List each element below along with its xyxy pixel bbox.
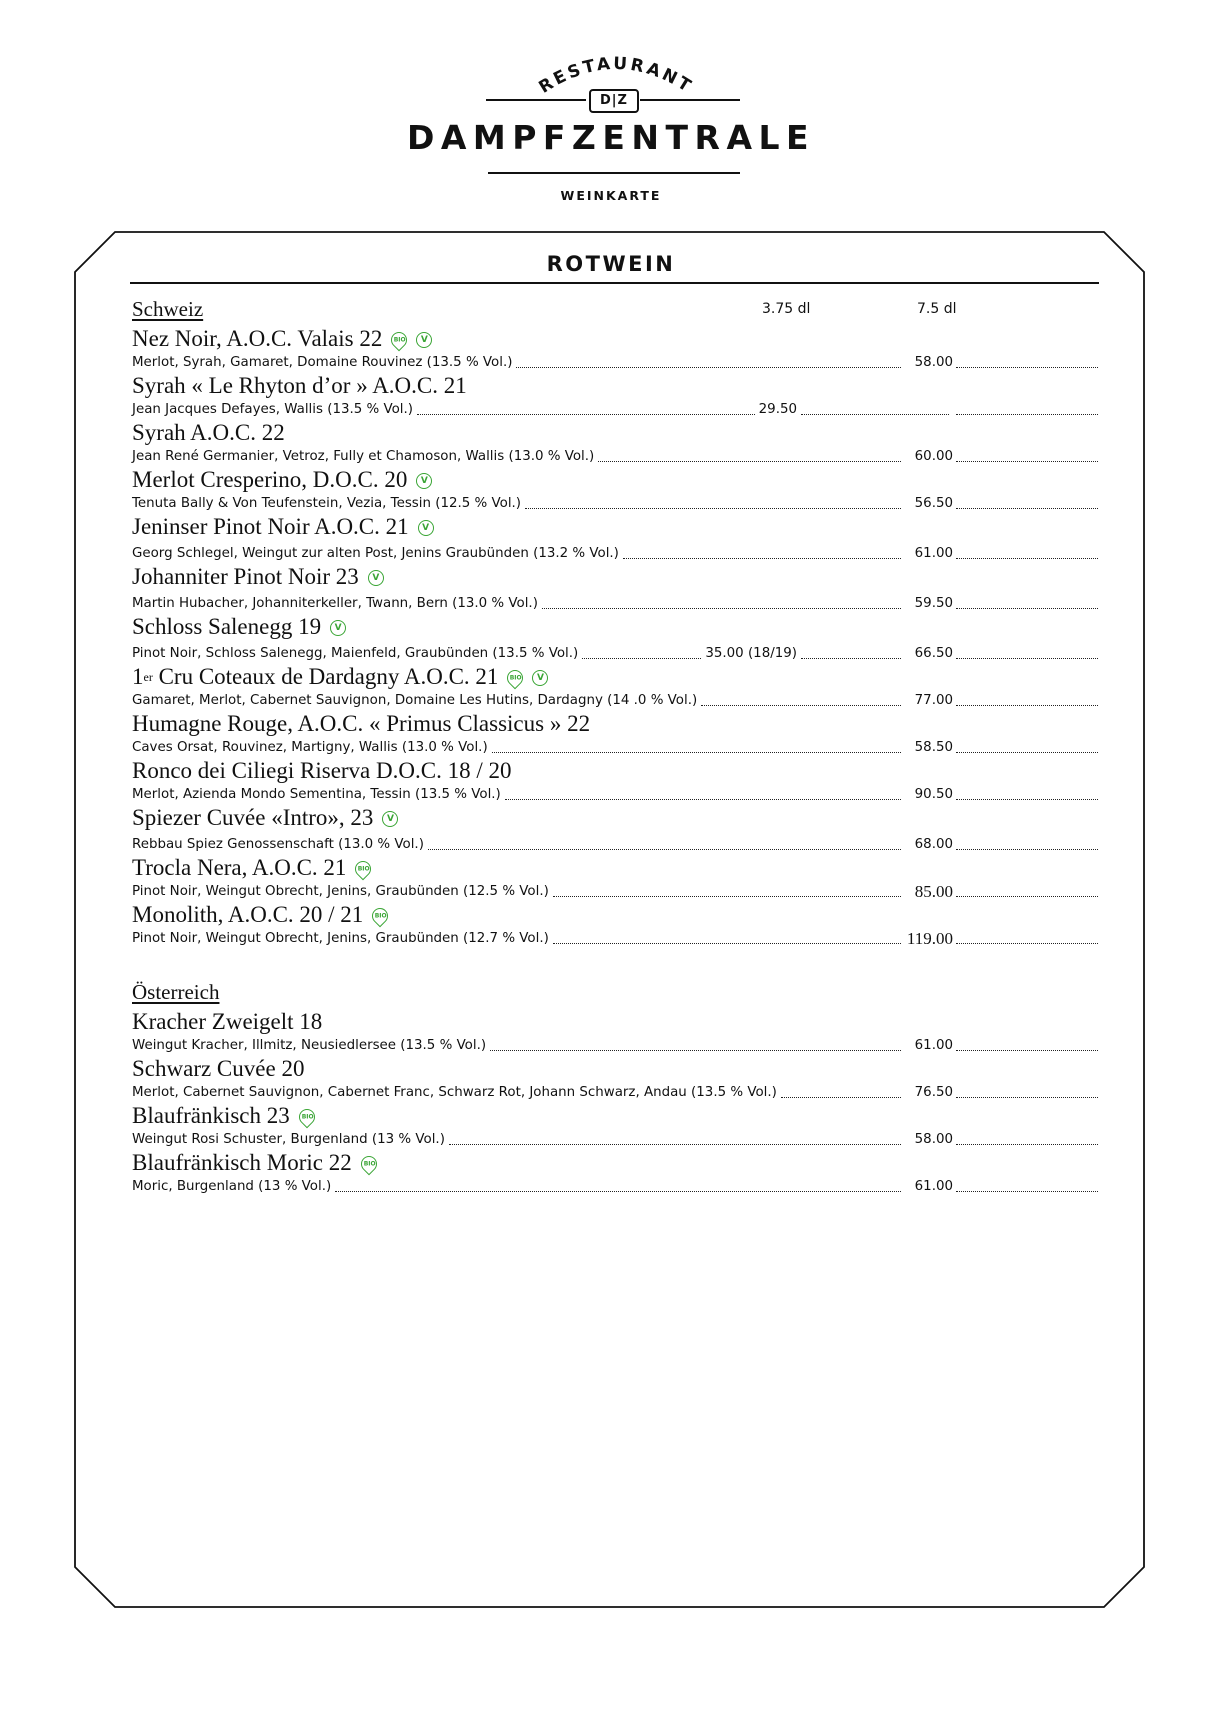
bio-label: BIO [363,1160,376,1168]
column-head-large: 7.5 dl [917,301,957,317]
wine-name [132,324,1098,354]
region-name: Österreich [132,980,220,1004]
wine-name [132,1101,1098,1131]
wine-description: Moric, Burgenland (13 % Vol.) [132,1179,332,1194]
wine-name [132,1148,1098,1178]
dot-leader [801,658,901,659]
dot-leader [598,461,901,462]
price-large: 58.00 [914,355,953,370]
price-large: 61.00 [914,546,953,561]
wine-detail-line [132,930,1098,947]
wine-detail-line [132,1084,1098,1101]
wine-item [132,1148,1098,1195]
wine-item [132,465,1098,512]
wine-name-text: Syrah A.O.C. 22 [132,420,285,445]
section-title: ROTWEIN [546,252,676,276]
wine-name [132,853,1098,883]
wine-item [132,900,1098,947]
wine-description: Pinot Noir, Schloss Salenegg, Maienfeld, Graubünden (13.5 % Vol.) [132,646,579,661]
vegan-icon: V [330,620,346,636]
wine-name-text: Humagne Rouge, A.O.C. « Primus Classicus » 22 [132,711,591,736]
bio-leaf-icon [295,1106,318,1129]
region-heading [132,977,1098,1007]
wine-description: Jean René Germanier, Vetroz, Fully et Chamoson, Wallis (13.0 % Vol.) [132,449,595,464]
price-large: 76.50 [914,1085,953,1100]
wine-name-text: Ronco dei Ciliegi Riserva D.O.C. 18 / 20 [132,758,512,783]
wine-detail-line [132,739,1098,756]
bio-label: BIO [394,336,407,344]
wine-detail-line [132,645,1098,662]
wine-name [132,465,1098,495]
dot-leader-tail [956,558,1098,559]
price-large: 61.00 [914,1038,953,1053]
price-large: 66.50 [914,646,953,661]
dot-leader-tail [956,1097,1098,1098]
price-large: 58.50 [914,740,953,755]
wine-detail-line [132,692,1098,709]
dot-leader [623,558,901,559]
wine-list [132,294,1098,1195]
wine-name-text: Blaufränkisch 23 [132,1103,290,1128]
vegan-icon: V [416,332,432,348]
dot-leader [428,849,901,850]
dot-leader [801,414,949,415]
wine-name [132,662,1098,692]
wine-name [132,562,1098,592]
subtitle: WEINKARTE [560,188,662,203]
wine-item [132,1101,1098,1148]
wine-item [132,324,1098,371]
wine-detail-line [132,595,1098,612]
wine-description: Rebbau Spiez Genossenschaft (13.0 % Vol.) [132,837,424,852]
vegan-icon: V [532,670,548,686]
wine-name-superscript: er [143,670,153,684]
dot-leader [582,658,701,659]
wine-item [132,418,1098,465]
wine-item [132,756,1098,803]
bio-label: BIO [375,912,387,920]
wine-description: Martin Hubacher, Johanniterkeller, Twann, Bern (13.0 % Vol.) [132,596,538,611]
wine-item [132,803,1098,853]
price-small: 29.50 [758,402,797,417]
price-small: 35.00 (18/19) [705,646,797,661]
wine-name-text: Cru Coteaux de Dardagny A.O.C. 21 [152,664,499,689]
dot-leader-tail [956,705,1098,706]
wine-name [132,612,1098,642]
wine-name [132,512,1098,542]
vegan-icon: V [382,811,398,827]
bio-label: BIO [358,865,371,873]
price-large: 77.00 [914,693,953,708]
wine-name [132,1007,1098,1037]
wine-description: Weingut Kracher, Illmitz, Neusiedlersee (13.5 % Vol.) [132,1038,487,1053]
restaurant-logo [0,0,1222,210]
wine-name [132,371,1098,401]
bio-leaf-icon [369,905,392,928]
dot-leader [516,367,901,368]
wine-description: Merlot, Azienda Mondo Sementina, Tessin (13.5 % Vol.) [132,787,501,802]
dot-leader-tail [956,367,1098,368]
wine-description: Pinot Noir, Weingut Obrecht, Jenins, Graubünden (12.5 % Vol.) [132,884,549,899]
dot-leader [505,799,901,800]
wine-detail-line [132,545,1098,562]
dot-leader-tail [956,658,1098,659]
wine-item [132,709,1098,756]
dot-leader-tail [956,461,1098,462]
wine-detail-line [132,354,1098,371]
section-title-rule [130,282,1099,284]
wine-item [132,1054,1098,1101]
wine-name-text: Johanniter Pinot Noir 23 [132,564,359,589]
wine-name-text: Monolith, A.O.C. 20 / 21 [132,902,364,927]
wine-name-text: Schwarz Cuvée 20 [132,1056,305,1081]
dot-leader-tail [956,896,1098,897]
wine-name [132,418,1098,448]
price-large: 61.00 [914,1179,953,1194]
dot-leader [335,1191,901,1192]
vegan-icon: V [416,473,432,489]
monogram-line-right [640,99,740,101]
column-head-small: 3.75 dl [762,301,811,317]
wine-detail-line [132,836,1098,853]
wine-description: Pinot Noir, Weingut Obrecht, Jenins, Graubünden (12.7 % Vol.) [132,931,549,946]
bio-leaf-icon [388,329,411,352]
wine-detail-line [132,1037,1098,1054]
wine-name-text: Syrah « Le Rhyton d’or » A.O.C. 21 [132,373,467,398]
wine-detail-line [132,448,1098,465]
wine-item [132,662,1098,709]
wine-name-text: Trocla Nera, A.O.C. 21 [132,855,347,880]
dot-leader [553,943,901,944]
wine-item [132,612,1098,662]
price-large: 85.00 [914,882,953,901]
wine-name-text: Nez Noir, A.O.C. Valais 22 [132,326,383,351]
dot-leader [417,414,755,415]
dot-leader-tail [956,608,1098,609]
wine-detail-line [132,401,1098,418]
dot-leader-tail [956,943,1098,944]
wine-name-text: Jeninser Pinot Noir A.O.C. 21 [132,514,409,539]
dot-leader [781,1097,901,1098]
dot-leader-tail [956,849,1098,850]
wine-name [132,1054,1098,1084]
dot-leader-tail [956,508,1098,509]
wine-name-text: Schloss Salenegg 19 [132,614,322,639]
wine-name-text: Spiezer Cuvée «Intro», 23 [132,805,374,830]
wine-name-text: Kracher Zweigelt 18 [132,1009,323,1034]
brand-name: DAMPFZENTRALE [406,118,816,157]
wine-item [132,853,1098,900]
brand-rule [488,172,740,174]
wine-description: Tenuta Bally & Von Teufenstein, Vezia, Tessin (12.5 % Vol.) [132,496,522,511]
region-heading [132,294,1098,324]
monogram: D|Z [589,89,639,113]
monogram-line-left [486,99,586,101]
bio-leaf-icon [357,1153,380,1176]
wine-description: Gamaret, Merlot, Cabernet Sauvignon, Domaine Les Hutins, Dardagny (14 .0 % Vol.) [132,693,698,708]
dot-leader [525,508,901,509]
wine-name-text: Blaufränkisch Moric 22 [132,1150,352,1175]
dot-leader [490,1050,901,1051]
arc-text: RESTAURANT [535,53,697,98]
wine-description: Weingut Rosi Schuster, Burgenland (13 % Vol.) [132,1132,445,1147]
dot-leader-tail [956,414,1098,415]
price-large: 90.50 [914,787,953,802]
wine-name [132,709,1098,739]
price-large: 68.00 [914,837,953,852]
dot-leader-tail [956,1050,1098,1051]
wine-description: Merlot, Syrah, Gamaret, Domaine Rouvinez (13.5 % Vol.) [132,355,513,370]
vegan-icon: V [418,520,434,536]
price-large: 58.00 [914,1132,953,1147]
dot-leader [449,1144,901,1145]
bio-leaf-icon [352,858,375,881]
region-name: Schweiz [132,297,204,321]
price-large: 59.50 [914,596,953,611]
bio-leaf-icon [504,667,527,690]
wine-detail-line [132,1131,1098,1148]
wine-item [132,562,1098,612]
price-large: 56.50 [914,496,953,511]
dot-leader [542,608,901,609]
wine-description: Georg Schlegel, Weingut zur alten Post, Jenins Graubünden (13.2 % Vol.) [132,546,619,561]
wine-item [132,371,1098,418]
wine-item [132,512,1098,562]
wine-description: Caves Orsat, Rouvinez, Martigny, Wallis (13.0 % Vol.) [132,740,488,755]
wine-name-text: Merlot Cresperino, D.O.C. 20 [132,467,408,492]
price-large: 60.00 [914,449,953,464]
dot-leader [553,896,901,897]
wine-name [132,900,1098,930]
wine-item [132,1007,1098,1054]
dot-leader-tail [956,1144,1098,1145]
dot-leader-tail [956,1191,1098,1192]
wine-detail-line [132,1178,1098,1195]
wine-detail-line [132,495,1098,512]
wine-name [132,803,1098,833]
wine-detail-line [132,786,1098,803]
dot-leader [701,705,901,706]
wine-description: Jean Jacques Defayes, Wallis (13.5 % Vol.) [132,402,414,417]
bio-label: BIO [301,1113,314,1121]
vegan-icon: V [368,570,384,586]
wine-name [132,756,1098,786]
dot-leader-tail [956,799,1098,800]
dot-leader-tail [956,752,1098,753]
bio-label: BIO [510,674,523,682]
wine-detail-line [132,883,1098,900]
wine-name-prefix: 1 [132,664,144,689]
dot-leader [492,752,901,753]
wine-description: Merlot, Cabernet Sauvignon, Cabernet Franc, Schwarz Rot, Johann Schwarz, Andau (13.5 % Vol.) [132,1085,777,1100]
price-large: 119.00 [906,929,953,948]
